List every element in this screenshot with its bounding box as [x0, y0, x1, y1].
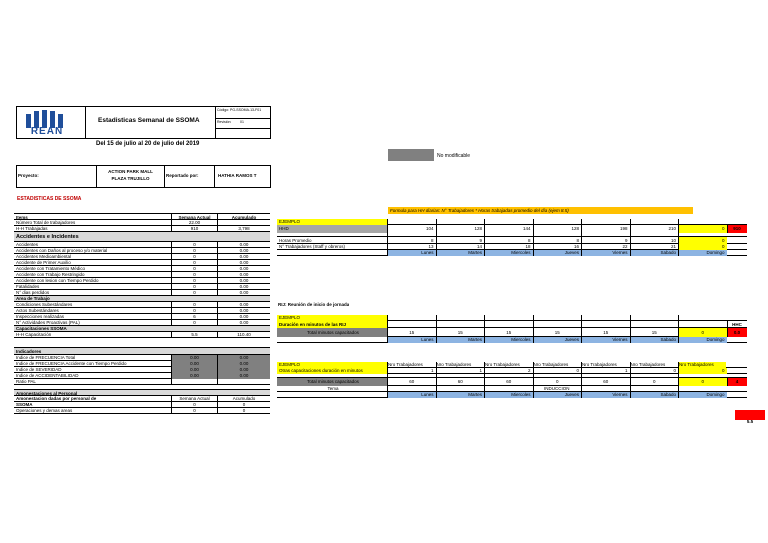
oth-values-row — [277, 378, 747, 386]
hh-horas-row-cell: 8 — [387, 237, 436, 244]
oth-duration-row-cell: 0 — [533, 368, 582, 374]
rij-values-row-cell: 15 — [630, 328, 679, 337]
hh-hhd-row-cell: 144 — [484, 225, 533, 233]
rij-days-row-cell: Jueves — [533, 337, 582, 343]
indicator-row-label: Indice de FRECUENCIA Total — [16, 355, 76, 360]
indicator-row-week: 0.00 — [171, 361, 217, 367]
company-logo-text: REAN — [30, 126, 64, 137]
reprimand-row-label: SSOMA — [16, 402, 33, 407]
hh-days-row-cell: Lunes — [387, 250, 436, 256]
rij-values-row — [277, 328, 747, 337]
reprimand-row-acc: 0 — [217, 402, 270, 408]
project-divider — [214, 165, 215, 188]
indicator-row-acc: 0.00 — [217, 355, 270, 361]
stats-row-hh-acc: 3,798 — [217, 226, 270, 232]
work-area-row-label: Actos Subestándares — [16, 308, 59, 313]
hh-horas-row-cell: 8 — [484, 237, 533, 244]
accident-row-label: Accidentes — [16, 242, 39, 247]
hh-days-row-cell: Viernes — [581, 250, 630, 256]
rij-values-row-cell: 15 — [533, 328, 582, 337]
oth-days-row-cell: Sabado — [630, 392, 679, 398]
accident-row-label: N° dias perdidos — [16, 290, 50, 295]
legend-label: No modificable — [437, 153, 471, 159]
header-divider — [215, 106, 216, 139]
accident-row-acc: 0.00 — [217, 284, 270, 290]
oth-workers-header-row-label: EJEMPLO — [277, 362, 387, 368]
work-area-row-acc: 0.00 — [217, 320, 270, 326]
indicator-row-week: 0.00 — [171, 373, 217, 379]
hh-days-row-cell: Miercoles — [484, 250, 533, 256]
report-title: Estadisticas Semanal de SSOMA — [98, 117, 200, 124]
indicator-row-label: Ratio PAL — [16, 379, 36, 384]
accident-row-acc: 0.00 — [217, 290, 270, 296]
hh-workers-row-cell: 14 — [436, 244, 485, 250]
stats-header-week: Semana Actual — [171, 214, 217, 221]
training-row-label: H-H Capacitación — [16, 332, 52, 337]
hh-workers-row-cell: 21 — [630, 244, 679, 250]
oth-values-row-total: 4 — [727, 378, 747, 386]
oth-workers-header: Nro Trabajadores — [679, 362, 726, 368]
reprimand-title — [14, 389, 270, 396]
oth-days-row-cell: Jueves — [533, 392, 582, 398]
reported-by-label: Reportado por: — [166, 173, 199, 178]
oth-workers-header: Nro Trabajadores — [436, 362, 472, 367]
project-label: Proyecto: — [18, 173, 39, 178]
work-area-row-acc: 0.00 — [217, 308, 270, 314]
oth-values-row-cell: 0 — [678, 378, 727, 386]
legend-swatch — [388, 149, 434, 161]
oth-days-row-cell: Domingo — [678, 392, 727, 398]
indicator-row-label: Indice de FRECUENCIA Accidente con Tiempo Perdido — [16, 361, 127, 366]
indicator-row-acc: 0.00 — [217, 361, 270, 367]
hh-hhd-row-cell: 128 — [436, 225, 485, 233]
hh-horas-row-cell: 10 — [630, 237, 679, 244]
revision-value: 01 — [240, 120, 244, 124]
rij-days-row-cell: Martes — [436, 337, 485, 343]
rij-values-row-cell: 15 — [387, 328, 436, 337]
accident-row-acc: 0.00 — [217, 248, 270, 254]
accident-row-acc: 0.00 — [217, 266, 270, 272]
rij-days-row-cell: Viernes — [581, 337, 630, 343]
stats-row-hh-week: 910 — [171, 226, 217, 232]
header-divider — [215, 128, 271, 129]
formula-note — [388, 207, 693, 214]
accident-row-label: Accidente con Trabajo Restringido — [16, 272, 85, 277]
hh-horas-row-cell: 8 — [533, 237, 582, 244]
training-row-week: 5.5 — [171, 332, 217, 338]
rij-duration-row-cell — [630, 321, 679, 328]
oth-workers-header: Nro Trabajadores — [630, 362, 666, 367]
oth-theme-value: INDUCCION — [544, 386, 570, 391]
rij-days-row — [277, 337, 747, 343]
indicator-row-week: 0.00 — [171, 367, 217, 373]
oth-duration-row-cell: 1 — [436, 368, 485, 374]
rij-days-row-cell: Domingo — [678, 337, 727, 343]
header-divider — [215, 118, 271, 119]
accidents-title-label: Accidentes e Incidentes — [16, 234, 79, 240]
work-area-row-label: Condiciones Subestándares — [16, 302, 73, 307]
reprimand-title-label: Amonestaciones al Personal — [16, 391, 78, 396]
work-area-row-acc: 0.00 — [217, 302, 270, 308]
hh-example-row-label: EJEMPLO — [277, 219, 387, 225]
rij-duration-row-cell — [484, 321, 533, 328]
indicator-row-week: 0.00 — [171, 355, 217, 361]
work-area-row-week: 0 — [171, 302, 217, 308]
rij-duration-row-cell — [436, 321, 485, 328]
oth-values-row-cell: 60 — [484, 378, 533, 386]
work-area-row-label: Inspecciones realizadas — [16, 314, 65, 319]
oth-values-row-cell: 0 — [533, 378, 582, 386]
oth-duration-row-cell: 1 — [387, 368, 436, 374]
work-area-row-week: 6 — [171, 314, 217, 320]
hh-horas-row-cell: 9 — [581, 237, 630, 244]
accident-row-acc: 0.00 — [217, 260, 270, 266]
oth-duration-row-cell: 1 — [581, 368, 630, 374]
accident-row-week: 0 — [171, 272, 217, 278]
accident-row-week: 0 — [171, 290, 217, 296]
hh-hhd-row-cell: 0 — [678, 225, 727, 233]
oth-days-row-label — [277, 392, 387, 398]
rij-example-row-label: EJEMPLO — [277, 315, 387, 321]
hh-horas-row-label: Horas Promedio — [279, 238, 312, 243]
hh-days-row-label — [277, 250, 387, 256]
indicator-row-acc: 0.00 — [217, 367, 270, 373]
oth-workers-header: Nro Trabajadores — [388, 362, 423, 367]
training-row-acc: 110.40 — [217, 332, 270, 338]
accident-row-label: Accidente con lesion con Tiempo Perdido — [16, 278, 99, 283]
indicators-title-label: Indicadores — [16, 349, 42, 354]
doc-code: Código: PG-SSOMA-13-F01 — [217, 108, 262, 112]
oth-duration-row-cell: 0 — [630, 368, 679, 374]
hh-workers-row-cell: 22 — [581, 244, 630, 250]
hh-hhd-row-cell: 128 — [533, 225, 582, 233]
indicator-row-label: Indice de ACCIDENTABILIDAD — [16, 373, 79, 378]
reported-by: HATHIA RAMOS T — [218, 173, 257, 178]
hh-hhd-row-cell: 198 — [581, 225, 630, 233]
hh-days-row-cell: Sabado — [630, 250, 679, 256]
rij-duration-row-cell — [678, 321, 727, 328]
project-name-1: ACTION PARK MALL — [108, 169, 153, 174]
other-training-table — [277, 362, 739, 404]
training-row — [14, 332, 270, 338]
project-name-2: PLAZA TRUJILLO — [111, 176, 150, 181]
hh-workers-row-cell: 13 — [387, 244, 436, 250]
rij-days-row-cell: Miercoles — [484, 337, 533, 343]
accidents-title — [14, 232, 270, 242]
work-area-row-week: 0 — [171, 308, 217, 314]
rij-values-row-cell: 15 — [581, 328, 630, 337]
stats-header-label: Items — [16, 215, 28, 220]
accident-row-label: Accidentes con Daños al proceso y/o material — [16, 248, 108, 253]
formula-note-text: Formula para HH diarias: N° Trabajadores * Horas trabajadas promedio del día (ejem 8.5) — [390, 208, 569, 213]
stats-table — [14, 213, 270, 437]
rij-title: RIJ: Reunión de inicio de jornada — [278, 302, 350, 307]
oth-workers-header: Nro Trabajadores — [533, 362, 569, 367]
oth-workers-header: Nro Trabajadores — [582, 362, 617, 367]
hh-hhd-row-cell: 210 — [630, 225, 679, 233]
stats-header — [14, 213, 270, 220]
accident-row-label: Fatalidades — [16, 284, 40, 289]
stats-row-workers-week: 22.00 — [171, 220, 217, 226]
accident-row-acc: 0.00 — [217, 272, 270, 278]
project-divider — [164, 165, 165, 188]
accident-row-acc: 0.00 — [217, 278, 270, 284]
reprimand-row — [14, 408, 270, 414]
accident-row-week: 0 — [171, 248, 217, 254]
rij-duration-row-label: Duración en minutos de las RIJ — [277, 321, 387, 328]
oth-days-row-cell: Lunes — [387, 392, 436, 398]
red-indicator-value: 5.5 — [746, 419, 754, 424]
revision-label: Revisión: — [217, 120, 232, 124]
hh-workers-row-cell: 16 — [533, 244, 582, 250]
accident-row-acc: 0.00 — [217, 242, 270, 248]
indicators-title — [14, 347, 270, 355]
hh-days-row-cell: Martes — [436, 250, 485, 256]
hh-days-row-cell: Jueves — [533, 250, 582, 256]
oth-days-row-cell: Viernes — [581, 392, 630, 398]
work-area-title-label: Area de Trabajo — [16, 296, 50, 301]
oth-workers-header: Nro Trabajadores — [485, 362, 520, 367]
oth-duration-row-cell: 0 — [678, 368, 727, 374]
indicator-row-label: Indice de SEVERIDAD — [16, 367, 62, 372]
rij-values-row-cell: 15 — [484, 328, 533, 337]
hh-horas-row-cell: 9 — [436, 237, 485, 244]
hh-horas-row — [277, 237, 747, 244]
rij-duration-row-cell — [387, 321, 436, 328]
oth-days-row — [277, 392, 747, 398]
rij-duration-row — [277, 321, 747, 328]
reprimand-row-week: 0 — [171, 408, 217, 414]
accident-row-label: Accidente con Tratamiento Médico — [16, 266, 86, 271]
reprimand-header-label: Amonestacion dadas por personal de — [16, 396, 97, 401]
rij-values-row-total: 0.0 — [727, 328, 747, 337]
hh-hhd-row-cell: 104 — [387, 225, 436, 233]
indicator-row-acc: 0.00 — [217, 373, 270, 379]
red-indicator-box — [735, 410, 765, 424]
accident-row-acc: 0.00 — [217, 254, 270, 260]
oth-values-row-cell: 60 — [436, 378, 485, 386]
reprimand-row-acc: 0 — [217, 408, 270, 414]
oth-values-row-label: Total minutos capacitados — [277, 378, 387, 386]
rij-values-row-label: Total minutos capacitados — [277, 328, 387, 337]
rij-days-row-label — [277, 337, 387, 343]
accident-row-label: Accidente de Primer Auxilio — [16, 260, 71, 265]
hh-table — [277, 219, 741, 263]
rij-values-row-cell: 0 — [678, 328, 727, 337]
hh-workers-row-cell: 0 — [678, 244, 727, 250]
accident-row-week: 0 — [171, 278, 217, 284]
rij-values-row-cell: 15 — [436, 328, 485, 337]
hh-days-row-cell: Domingo — [678, 250, 727, 256]
rij-duration-row-cell — [533, 321, 582, 328]
rij-duration-row-cell — [581, 321, 630, 328]
oth-days-row-cell: Martes — [436, 392, 485, 398]
hh-horas-row-cell: 0 — [678, 237, 727, 244]
oth-values-row-cell: 0 — [630, 378, 679, 386]
reprimand-row-week: 0 — [171, 402, 217, 408]
work-area-row-week: 0 — [171, 320, 217, 326]
rij-days-row-cell: Sabado — [630, 337, 679, 343]
accident-row-label: Accidentes Medioambiental — [16, 254, 72, 259]
accident-row-week: 0 — [171, 260, 217, 266]
company-logo — [22, 110, 72, 136]
rij-duration-row-total: HHC — [727, 321, 747, 328]
hh-workers-row-label: N° Trabajadores (Staff y obreros) — [279, 244, 345, 249]
accident-row-week: 0 — [171, 266, 217, 272]
reprimand-row-label: Operaciones y demas areas — [16, 408, 73, 413]
indicator-row-week — [171, 379, 217, 385]
oth-values-row-cell: 60 — [387, 378, 436, 386]
oth-values-row-cell: 60 — [581, 378, 630, 386]
indicator-row — [14, 379, 270, 385]
oth-theme-row-label: Tema — [327, 386, 339, 391]
reprimand-header-acc: Acumulado — [217, 396, 270, 402]
accident-row-week: 0 — [171, 242, 217, 248]
hh-hhd-row-label: HHD — [277, 225, 387, 233]
accident-row-week: 0 — [171, 254, 217, 260]
oth-duration-row-label: Otras capacitaciones duración en minutos — [277, 368, 387, 374]
hh-workers-row-cell: 18 — [484, 244, 533, 250]
oth-duration-row-cell: 2 — [484, 368, 533, 374]
stats-row-workers-label: Número Total de trabajadores — [16, 220, 76, 225]
work-area-row-acc: 0.00 — [217, 314, 270, 320]
rij-days-row-cell: Lunes — [387, 337, 436, 343]
reprimand-header-week: Semana Actual — [171, 396, 217, 402]
hh-hhd-row — [277, 225, 747, 233]
hh-hhd-row-total: 910 — [727, 225, 747, 233]
stats-row-hh-label: H-H Trabajadas — [16, 226, 48, 231]
rij-table — [277, 315, 742, 349]
indicator-row-acc — [217, 379, 270, 385]
header-divider — [85, 106, 86, 139]
accident-row-week: 0 — [171, 284, 217, 290]
stats-header-acc: Acumulado — [217, 214, 270, 221]
oth-days-row-cell: Miercoles — [484, 392, 533, 398]
section-title: ESTADISTICAS DE SSOMA — [17, 196, 82, 202]
work-area-row-label: N° Actividades Proactivas (PAL) — [16, 320, 80, 325]
hh-days-row — [277, 250, 747, 256]
training-title-label: Capacitaciones SSOMA — [16, 326, 67, 331]
date-range: Del 15 de julio al 20 de julio del 2019 — [96, 141, 200, 147]
